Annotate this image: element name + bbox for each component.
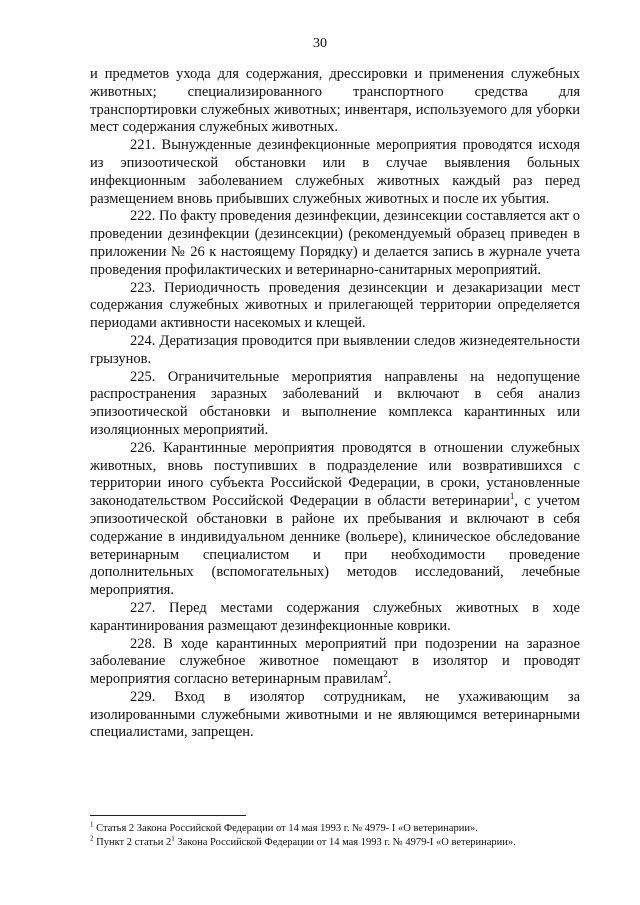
paragraph-228-text-b: .	[387, 671, 392, 688]
paragraph-228-text-a: 228. В ходе карантинных мероприятий при подозрении на заразное заболевание служебное животное помещают в изолятор и проводят мероприятия согласно ветеринарным правилам	[90, 635, 580, 688]
footnote-2-mark: 2	[90, 834, 94, 843]
footnote-2-text-b: Закона Российской Федерации от 14 мая 1993 г. № 4979-I «О ветеринарии».	[174, 837, 516, 848]
footnote-1-text: Статья 2 Закона Российской Федерации от 14 мая 1993 г. № 4979- I «О ветеринарии».	[93, 823, 478, 834]
paragraph-continuation: и предметов ухода для содержания, дрессировки и применения служебных животных; специализированного транспортного средства для транспортировки служебных животных; инвентаря, используемого для уборки мест содержания служебных животных.	[90, 66, 580, 136]
page-number: 30	[313, 36, 327, 51]
footnote-2-text-a: Пункт 2 статьи 2	[93, 837, 172, 848]
paragraph-222: 222. По факту проведения дезинфекции, дезинсекции составляется акт о проведении дезинфекции (дезинсекции) (рекомендуемый образец приведен в приложении № 26 к настоящему Порядку) и делается запись в журнале учета проведения профилактических и ветеринарно-санитарных мероприятий.	[90, 208, 580, 278]
footnote-1-mark: 1	[90, 820, 94, 829]
paragraph-229: 229. Вход в изолятор сотрудникам, не ухаживающим за изолированными служебными животными и не являющимся ветеринарными специалистами, запрещен.	[90, 688, 580, 741]
footnote-ref-1: 1	[509, 491, 515, 502]
paragraph-226-text-a: 226. Карантинные мероприятия проводятся в отношении служебных животных, вновь поступивших в подразделение или возвратившихся с территории иного субъекта Российской Федерации, в сроки, установленные законодательством Российской Федерации в области ветеринарии	[90, 439, 580, 510]
paragraph-225: 225. Ограничительные мероприятия направлены на недопущение распространения заразных заболеваний и включают в себя анализ эпизоотической обстановки и выполнение комплекса карантинных или изоляционных мероприятий.	[90, 368, 580, 438]
document-body	[90, 66, 580, 742]
paragraph-226-text-b: , с учетом эпизоотической обстановки в районе их пребывания и включают в себя содержание в индивидуальном деннике (вольере), клиническое обследование ветеринарным специалистом и при необходимости проведение дополнительных (вспомогательных) методов исследований, лечебные мероприятия.	[90, 493, 580, 599]
paragraph-228	[90, 636, 580, 689]
footnote-ref-2: 2	[383, 669, 388, 680]
footnote-2	[90, 836, 580, 850]
paragraph-223: 223. Периодичность проведения дезинсекции и дезакаризации мест содержания служебных животных и прилегающей территории определяется периодами активности насекомых и клещей.	[90, 279, 580, 332]
paragraph-224: 224. Дератизация проводится при выявлении следов жизнедеятельности грызунов.	[90, 332, 580, 367]
paragraph-226	[90, 440, 580, 600]
footnote-divider	[90, 815, 246, 816]
paragraph-227: 227. Перед местами содержания служебных животных в ходе карантинирования размещают дезинфекционные коврики.	[90, 599, 580, 634]
footnotes	[90, 822, 580, 850]
footnote-2-inner-mark: 1	[171, 834, 175, 843]
paragraph-221: 221. Вынужденные дезинфекционные мероприятия проводятся исходя из эпизоотической обстановки или в случае выявления больных инфекционным заболеванием служебных животных каждый раз перед размещением вновь прибывших служебных животных и после их убытия.	[90, 137, 580, 207]
footnote-1	[90, 822, 580, 836]
